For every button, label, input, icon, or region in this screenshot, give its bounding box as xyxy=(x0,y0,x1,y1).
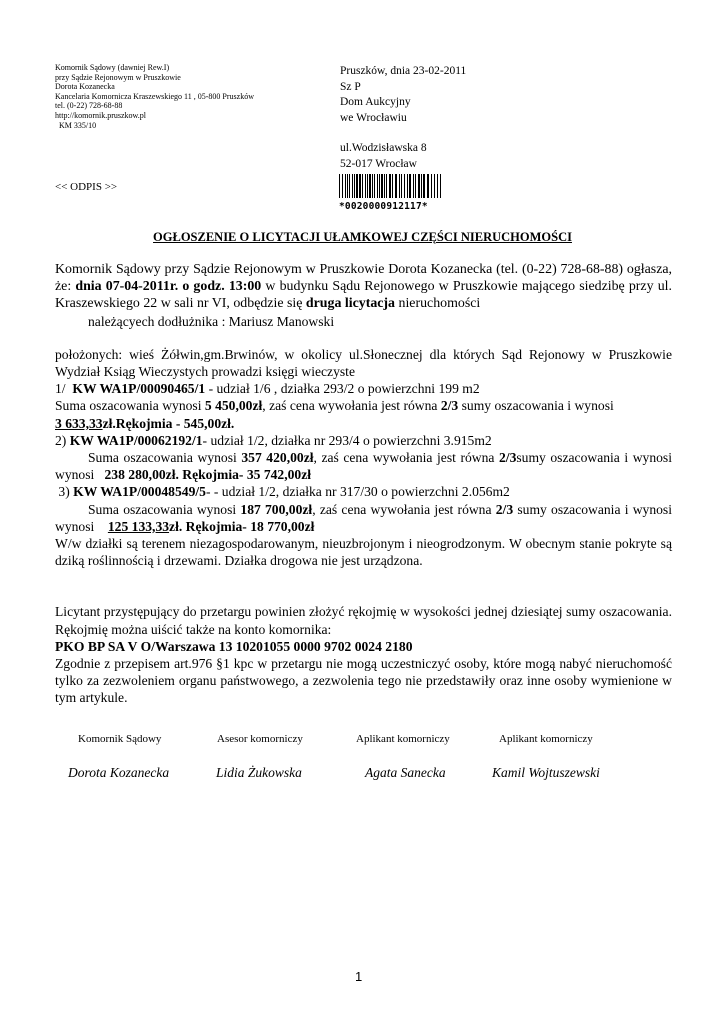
item-price: wynosi 125 133,33zł. Rękojmia- 18 770,00zł xyxy=(55,518,315,534)
land-register-number: KW WA1P/00048549/5 xyxy=(73,484,206,500)
barcode-bar xyxy=(440,174,441,198)
barcode-bar xyxy=(434,174,435,198)
deposit-amount: zł.Rękojmia - 545,00zł. xyxy=(102,415,235,431)
valuation-amount: 357 420,00zł xyxy=(241,450,314,466)
barcode-bar xyxy=(384,174,385,198)
recipient-line: we Wrocławiu xyxy=(340,111,407,124)
property-item xyxy=(55,483,672,535)
barcode-bar xyxy=(356,174,358,198)
signature-name: Dorota Kozanecka xyxy=(68,765,170,780)
sender-line: przy Sądzie Rejonowym w Pruszkowie xyxy=(55,72,181,82)
barcode-bar xyxy=(399,174,400,198)
signature-name: Lidia Żukowska xyxy=(216,765,302,780)
valuation-amount: 187 700,00zł xyxy=(240,501,313,517)
announcement-body xyxy=(55,261,672,707)
item-description: - - udział 1/2, działka nr 317/30 o powierzchni 2.056m2 xyxy=(205,484,510,500)
odpis-label: << ODPIS >> xyxy=(55,181,118,193)
recipient-line: ul.Wodzisławska 8 xyxy=(340,142,427,154)
deposit-amount: zł. Rękojmia- 18 770,00zł xyxy=(169,518,315,534)
barcode-bar xyxy=(372,174,373,198)
starting-price: 3 633,33 xyxy=(55,415,103,431)
barcode-bar xyxy=(386,174,387,198)
item-number: 3) xyxy=(58,484,70,500)
barcode-bar xyxy=(389,174,391,198)
signature-name: Agata Sanecka xyxy=(365,765,446,780)
valuation-text: Suma oszacowania wynosi xyxy=(55,398,202,414)
barcode-bar xyxy=(359,174,361,198)
sender-block xyxy=(55,63,305,130)
recipient-line: Dom Aukcyjny xyxy=(340,96,411,108)
deposit-paragraph: Licytant przystępujący do przetargu powinien złożyć rękojmię w wysokości jednej dziesiątej sumy oszacowania. Rękojmię można uiścić także na konto komornika: xyxy=(55,604,672,637)
property-item xyxy=(55,380,672,432)
recipient-line: 52-017 Wrocław xyxy=(340,157,417,170)
place-date: Pruszków, dnia 23-02-2011 xyxy=(340,65,467,77)
bank-account: PKO BP SA V O/Warszawa 13 10201055 0000 9702 0024 2180 xyxy=(55,638,413,654)
barcode-bar xyxy=(374,174,375,198)
recipient-block xyxy=(340,64,580,172)
item-valuation xyxy=(55,501,672,518)
legal-paragraph: Zgodnie z przepisem art.976 §1 kpc w przetargu nie mogą uczestniczyć osoby, które mogą nabyć nieruchomość tylko za zezwoleniem organu państwowego, a zezwolenia tego nie przedstawiły oraz inne osoby wymienione w tym artykule. xyxy=(55,656,672,706)
valuation-text-2: , zaś cena wywołania jest równa xyxy=(312,501,492,517)
item-header xyxy=(55,380,672,397)
barcode-bar xyxy=(401,174,402,198)
valuation-text-3: sumy oszacowania i wynosi xyxy=(461,398,614,414)
barcode-text: *0020000912117* xyxy=(339,201,428,212)
barcode-bar xyxy=(418,174,420,198)
intro-text-3: nieruchomości xyxy=(398,296,481,312)
barcode-bar xyxy=(413,174,414,198)
barcode-bar xyxy=(392,174,393,198)
barcode-bar xyxy=(365,174,366,198)
barcode-bar xyxy=(339,174,340,198)
item-valuation xyxy=(55,449,672,466)
location-paragraph: położonych: wieś Żółwin,gm.Brwinów, w okolicy ul.Słonecznej dla których Sąd Rejonowy w Pruszkowie Wydział Ksiąg Wieczystych prowadzi księgi wieczyste xyxy=(55,346,672,380)
intro-text: Komornik Sądowy przy Sądzie Rejonowym w Pruszkowie Dorota Kozanecka (tel. (0-22) 728-68-88) ogłasza, że: xyxy=(55,262,672,295)
barcode-bar xyxy=(415,174,416,198)
sender-line: http://komornik.pruszkow.pl xyxy=(55,110,147,120)
item-price xyxy=(55,415,672,432)
barcode xyxy=(339,174,469,212)
price-ratio: 2/3 xyxy=(499,450,517,466)
page-number: 1 xyxy=(355,969,363,984)
barcode-bar xyxy=(349,174,350,198)
barcode-bar xyxy=(369,174,371,198)
barcode-bar xyxy=(407,174,408,198)
barcode-bar xyxy=(431,174,432,198)
intro-text-2: w budynku Sądu Rejonowego w Pruszkowie mającego siedzibę przy ul. Kraszewskiego 22 w sali nr VI, odbędzie się xyxy=(55,279,672,312)
barcode-bar xyxy=(379,174,380,198)
signature-name: Kamil Wojtuszewski xyxy=(492,765,600,780)
barcode-bar xyxy=(427,174,429,198)
barcode-bar xyxy=(421,174,422,198)
item-header xyxy=(55,483,672,500)
item-number: 2) xyxy=(55,432,67,448)
barcode-bar xyxy=(395,174,397,198)
barcode-bar xyxy=(404,174,405,198)
barcode-bar xyxy=(362,174,363,198)
sender-line: Kancelaria Komornicza Kraszewskiego 11 , 05-800 Pruszków xyxy=(55,91,254,101)
barcode-bar xyxy=(354,174,355,198)
valuation-text-3: sumy oszacowania i wynosi xyxy=(517,501,673,517)
debtor-line: należącyech dodłużnika : Mariusz Manowski xyxy=(88,313,335,329)
price-ratio: 2/3 xyxy=(495,501,514,517)
auction-date: dnia 07-04-2011r. o godz. 13:00 xyxy=(75,279,262,295)
land-register-number: KW WA1P/00090465/1 xyxy=(72,381,206,397)
barcode-bar xyxy=(423,174,425,198)
case-number: KM 335/10 xyxy=(59,120,97,130)
recipient-line: Sz P xyxy=(340,80,361,93)
barcode-bar xyxy=(377,174,378,198)
item-number: 1/ xyxy=(55,381,66,397)
starting-price: 125 133,33 xyxy=(107,518,170,534)
document-title xyxy=(0,228,725,246)
sender-line: Komornik Sądowy (dawniej Rew.I) xyxy=(55,63,170,72)
signature-role: Aplikant komorniczy xyxy=(356,733,450,745)
signature-role: Aplikant komorniczy xyxy=(499,733,593,745)
item-price: wynosi 238 280,00zł. Rękojmia- 35 742,00zł xyxy=(55,467,312,483)
land-note: W/w działki są terenem niezagospodarowanym, nieuzbrojonym i nieogrodzonym. W obecnym stanie pokryte są dziką roślinnością i drzewami. Działka drogowa nie jest urządzona. xyxy=(55,536,672,569)
barcode-bar xyxy=(352,174,353,198)
valuation-text-3: sumy oszacowania i wynosi xyxy=(516,450,672,466)
signature-role: Komornik Sądowy xyxy=(78,733,162,745)
barcode-bar xyxy=(347,174,348,198)
property-item xyxy=(55,432,672,484)
sender-line: Dorota Kozanecka xyxy=(55,82,115,92)
intro-paragraph xyxy=(55,261,672,313)
signature-role: Asesor komorniczy xyxy=(217,733,303,745)
item-header xyxy=(55,432,672,449)
starting-price: 238 280,00zł. Rękojmia- 35 742,00zł xyxy=(104,467,312,483)
auction-type: druga licytacja xyxy=(305,296,396,312)
valuation-amount: 5 450,00zł xyxy=(204,398,263,414)
title-text: OGŁOSZENIE O LICYTACJI UŁAMKOWEJ CZĘŚCI NIERUCHOMOŚCI xyxy=(153,230,572,244)
item-description: - udział 1/2, działka nr 293/4 o powierzchni 3.915m2 xyxy=(202,432,492,448)
price-ratio: 2/3 xyxy=(440,398,459,414)
item-description: - udział 1/6 , działka 293/2 o powierzchni 199 m2 xyxy=(205,381,480,397)
barcode-bar xyxy=(437,174,438,198)
barcode-bar xyxy=(345,174,346,198)
item-valuation xyxy=(55,397,672,414)
barcode-bars xyxy=(339,174,469,198)
valuation-text: Suma oszacowania wynosi xyxy=(88,501,237,517)
barcode-bar xyxy=(409,174,411,198)
barcode-bar xyxy=(367,174,368,198)
sender-line: tel. (0-22) 728-68-88 xyxy=(55,101,123,111)
valuation-text: Suma oszacowania wynosi xyxy=(88,450,237,466)
land-register-number: KW WA1P/00062192/1 xyxy=(69,432,203,448)
barcode-bar xyxy=(342,174,343,198)
valuation-text-2: , zaś cena wywołania jest równa xyxy=(313,450,495,466)
barcode-bar xyxy=(381,174,383,198)
valuation-text-2: , zaś cena wywołania jest równa xyxy=(262,398,438,414)
